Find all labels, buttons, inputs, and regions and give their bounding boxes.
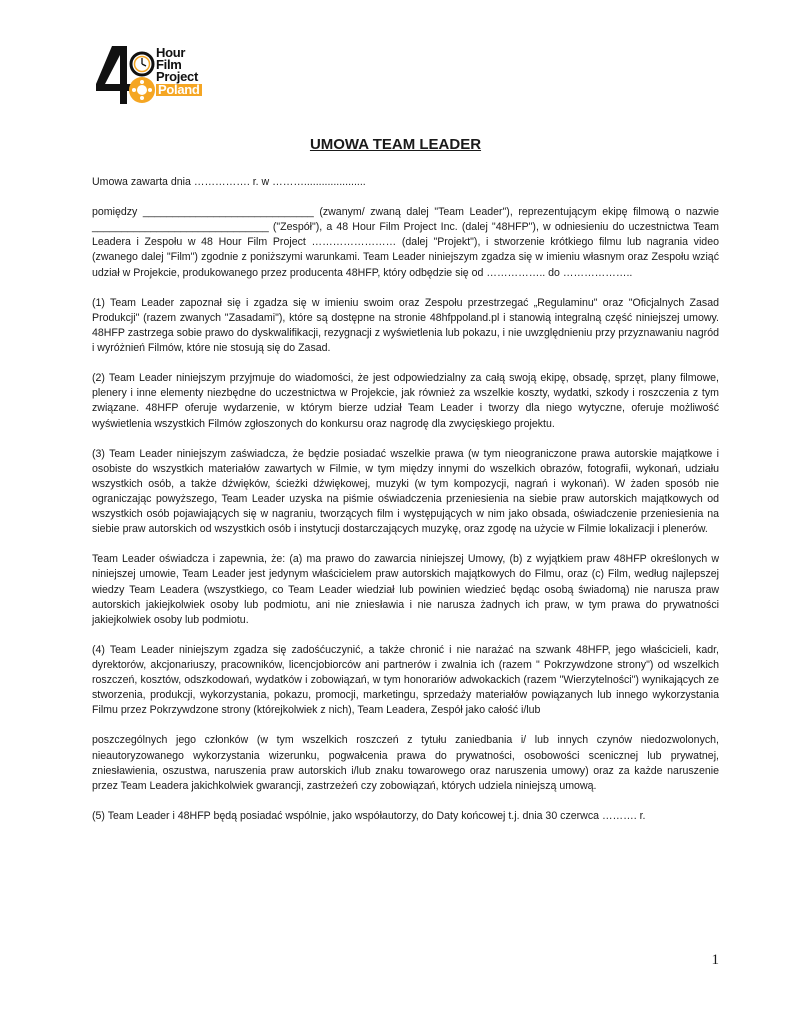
clause-4-continued: poszczególnych jego członków (w tym wszelkich roszczeń z tytułu zaniedbania i/ lub innych czynów niedozwolonych, nieautoryzowanego wykorzystania wizerunku, pogwałcenia prawa do prywatności, osobowości scenicznej lub prywatnej, zniesławienia, oszustwa, naruszenia praw autorskich i/lub znaku towarowego oraz naruszenia umowy) oraz za każde naruszenie przez Team Leadera jakichkolwiek gwarancji, zastrzeżeń czy zobowiązań, których udziela niniejszą umową. (92, 734, 719, 792)
logo-word-film: Film (156, 57, 182, 72)
parties-paragraph: pomiędzy _____________________________ (zwanym/ zwaną dalej "Team Leader"), reprezentującym ekipę filmową o nazwie ______________________________ ("Zespół"), a 48 Hour Film Project Inc. (dalej "48HFP"), w odniesieniu do uczestnictwa Team Leadera i Zespołu w 48 Hour Film Project …………………… (dalej "Projekt"), i stworzenie krótkiego filmu lub nagrania video (zwanego dalej "Film") zgodnie z poniższymi warunkami. Team Leader niniejszym zgadza się w imieniu własnym oraz Zespołu wziąć udział w Projekcie, produkowanego przez producenta 48HFP, który odbędzie się od …………….. do ……………….. (92, 206, 719, 279)
logo-word-project: Project (156, 69, 198, 84)
logo-word-hour: Hour (156, 45, 186, 60)
agreement-date-line: Umowa zawarta dnia ……………. r. w ………..................... (92, 176, 366, 188)
document-body (92, 175, 719, 839)
logo-wordmark (156, 47, 202, 96)
48hfp-logo (94, 44, 209, 106)
document-title: UMOWA TEAM LEADER (309, 136, 482, 153)
clause-3: (3) Team Leader niniejszym zaświadcza, że będzie posiadać wszelkie prawa (w tym nieograniczone prawa autorskie majątkowe i osobiste do wszystkich materiałów zawartych w Filmie, w tym między innymi do wszelkich obrazów, fotografii, wykonań, udziału wszystkich osób, a także dźwięków, ścieżki dźwiękowej, muzyki (w tym kompozycji, nagrań i wykonań). W żaden sposób nie ograniczając powyższego, Team Leader uzyska na piśmie oświadczenia przeniesienia na siebie praw autorskich majątkowych od wszystkich osób pojawiających się w nagraniu, tworzących film i występujących w nim jako obsada, oświadczenie przeniesienia na siebie praw autorskich od wszystkich osób i instytucji dostarczających muzykę, oraz zgodę na użycie w Filmie lokalizacji i plenerów. (92, 447, 719, 536)
clause-4: (4) Team Leader niniejszym zgadza się zadośćuczynić, a także chronić i nie narażać na szwank 48HFP, jego właścicieli, kadr, dyrektorów, akcjonariuszy, pracowników, licencjobiorców ani partnerów i zwalnia ich (razem " Pokrzywdzone strony") od wszelkich roszczeń, kosztów, odszkodowań, wydatków i zobowiązań, w tym honorariów adwokackich (razem "Wierzytelności") wynikających ze stworzenia, produkcji, wykorzystania, pokazu, promocji, marketingu, sprzedaży materiałów powiązanych lub innego wykorzystania Filmu przez Pokrzywdzone strony (którejkolwiek z nich), Team Leadera, Zespół jako całość i/lub (92, 643, 719, 717)
representations-paragraph: Team Leader oświadcza i zapewnia, że: (a) ma prawo do zawarcia niniejszej Umowy, (b) z wyjątkiem praw 48HFP określonych w niniejszej umowie, Team Leader jest jedynym właścicielem praw autorskich majątkowych do Filmu, oraz (c) Film, według najlepszej wiedzy Team Leadera (wszystkiego, co Team Leader wiedział lub powinien wiedzieć będąc osobą świadomą) nie narusza praw autorskich jakiejkolwiek osoby lub podmiotu, ani nie zniesławia i nie narusza żadnych ich praw, w tym prawa do prywatności jakiejkolwiek osoby lub podmiotu. (92, 553, 719, 626)
clause-5: (5) Team Leader i 48HFP będą posiadać wspólnie, jako współautorzy, do Daty końcowej t.j. dnia 30 czerwca ………. r. (92, 809, 646, 822)
page-number: 1 (711, 952, 719, 968)
logo-word-poland: Poland (158, 82, 200, 97)
clause-1: (1) Team Leader zapoznał się i zgadza się w imieniu swoim oraz Zespołu przestrzegać „Regulaminu" oraz "Oficjalnych Zasad Produkcji" (razem zwanych "Zasadami"), które są dostępne na stronie 48hfppoland.pl i stanowią integralną część niniejszej umowy. 48HFP zastrzega sobie prawo do dyskwalifikacji, rezygnacji z wyświetlenia lub pokazu, i nie uwzględnieniu przy przyznawaniu nagród i wyróżnień Filmów, które nie stosują się do Zasad. (92, 296, 719, 355)
clause-2: (2) Team Leader niniejszym przyjmuje do wiadomości, że jest odpowiedzialny za całą swoją ekipę, obsadę, sprzęt, plany filmowe, plenery i inne elementy niezbędne do uczestnictwa w Projekcie, jak również za wszelkie koszty, wydatki, szkody i roszczenia z tym związane. 48HFP oferuje wydarzenie, w którym bierze udział Team Leader i tworzy dla niego wytyczne, oferuje możliwość wyświetlenia wszystkich Filmów zgłoszonych do konkursu oraz nagrodę dla zwycięskiego projektu. (92, 372, 719, 430)
